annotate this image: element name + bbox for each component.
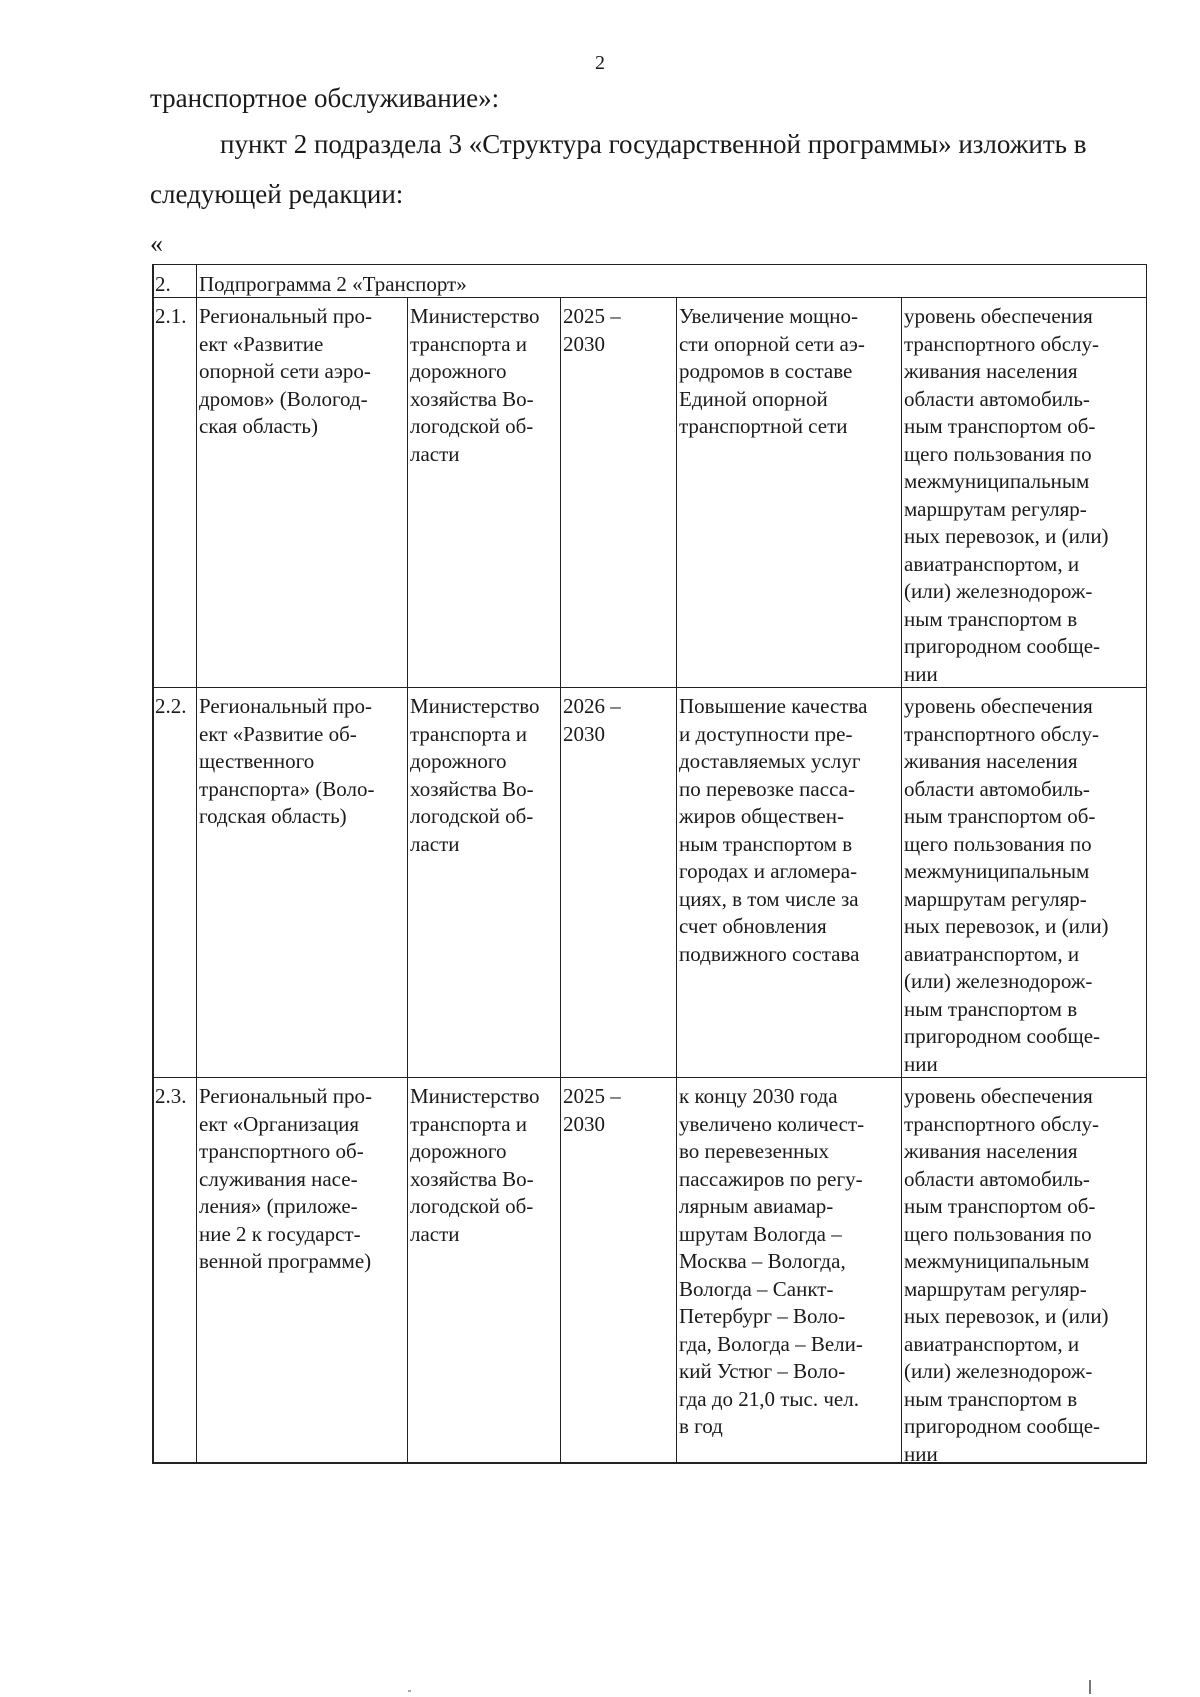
cell-text-line: (или) железнодорож- <box>904 1359 1093 1383</box>
cell-text-line: области автомобиль- <box>904 776 1090 801</box>
cell-text-line: пригородном сообще- <box>904 1414 1101 1438</box>
indicator-cell <box>901 1078 1146 1462</box>
cell-text-line: счет обновления <box>679 914 827 938</box>
cell-text-line: ным транспортом об- <box>904 1194 1096 1218</box>
cell-text-line: ласти <box>410 1221 460 1246</box>
project-name-cell <box>196 688 407 1077</box>
cell-text-line: живания населения <box>904 749 1078 773</box>
cell-text-line: ект «Организация <box>199 1111 360 1136</box>
cell-text-line: 2030 <box>563 1111 605 1136</box>
cell-text-line: ласти <box>410 441 460 466</box>
table-row <box>154 298 1146 688</box>
cell-text-line: 2025 – <box>563 1084 621 1108</box>
cell-text-line: нии <box>904 1441 938 1462</box>
indicator-cell <box>901 298 1146 687</box>
responsible-cell <box>407 688 560 1077</box>
cell-text-line: ным транспортом в <box>904 996 1078 1021</box>
result-cell <box>676 1078 901 1462</box>
cell-text-line: ных перевозок, и (или) <box>904 1304 1109 1328</box>
cell-text-line: городах и агломера- <box>679 859 858 883</box>
cell-text-line: маршрутам регуляр- <box>904 496 1087 521</box>
cell-text-line: живания населения <box>904 1139 1078 1163</box>
cell-text-line: межмуниципальным <box>904 859 1090 883</box>
cell-text-line: Единой опорной <box>679 386 828 411</box>
cell-text-line: щего пользования по <box>904 1221 1092 1246</box>
cell-text-line: 2026 – <box>563 694 621 718</box>
cell-text-line: транспорта и <box>410 331 528 356</box>
cell-text-line: уровень обеспечения <box>904 304 1093 328</box>
cell-text-line: Региональный про- <box>199 304 372 328</box>
cell-text-line: дорожного <box>410 359 507 383</box>
cell-text-line: гда до 21,0 тыс. чел. <box>679 1386 859 1411</box>
cell-text-line: области автомобиль- <box>904 1166 1090 1191</box>
cell-text-line: жиров обществен- <box>679 804 844 828</box>
result-cell <box>676 298 901 687</box>
subprogram-title: Подпрограмма 2 «Транспорт» <box>196 265 1146 297</box>
cell-text-line: ние 2 к государст- <box>199 1221 361 1246</box>
cell-text-line: 2030 <box>563 331 605 356</box>
subprogram-number: 2. <box>155 272 171 296</box>
years-cell <box>560 688 676 1077</box>
cell-text-line: транспортного обслу- <box>904 721 1100 746</box>
cell-text-line: Вологда – Санкт- <box>679 1276 834 1301</box>
cell-text-line: транспортного обслу- <box>904 1111 1100 1136</box>
cell-text-line: ным транспортом об- <box>904 414 1096 438</box>
cell-text-line: венной программе) <box>199 1249 372 1273</box>
cell-text-line: ным транспортом в <box>679 831 853 856</box>
table-row <box>154 1078 1146 1462</box>
cell-text-line: уровень обеспечения <box>904 694 1093 718</box>
cell-text-line: авиатранспортом, и <box>904 1331 1080 1356</box>
cell-text-line: во перевезенных <box>679 1139 829 1163</box>
cell-text-line: транспортной сети <box>679 414 848 438</box>
cell-text-line: родромов в составе <box>679 359 853 383</box>
cell-text-line: щего пользования по <box>904 441 1092 466</box>
cell-text-line: к концу 2030 года <box>679 1084 838 1108</box>
cell-text-line: Региональный про- <box>199 694 372 718</box>
cell-text-line: Петербург – Воло- <box>679 1304 846 1328</box>
cell-text-line: ных перевозок, и (или) <box>904 524 1109 548</box>
cell-text-line: ным транспортом об- <box>904 804 1096 828</box>
intro-line-3: следующей редакции: <box>150 179 404 209</box>
project-name-cell <box>196 1078 407 1462</box>
cell-text-line: дорожного <box>410 749 507 773</box>
cell-text-line: межмуниципальным <box>904 1249 1090 1273</box>
cell-text-line: транспорта» (Воло- <box>199 776 375 801</box>
cell-text-line: по перевозке пасса- <box>679 776 855 801</box>
cell-text-line: доставляемых услуг <box>679 749 861 773</box>
cell-text-line: пригородном сообще- <box>904 634 1101 658</box>
scan-artifact-mark <box>1089 1680 1091 1694</box>
cell-text-line: авиатранспортом, и <box>904 941 1080 966</box>
responsible-cell <box>407 298 560 687</box>
scan-artifact-mark <box>408 1690 411 1692</box>
cell-text-line: Региональный про- <box>199 1084 372 1108</box>
cell-text-line: транспорта и <box>410 1111 528 1136</box>
cell-text-line: сти опорной сети аэ- <box>679 331 865 356</box>
years-cell <box>560 1078 676 1462</box>
cell-text-line: хозяйства Во- <box>410 776 534 801</box>
cell-text-line: ных перевозок, и (или) <box>904 914 1109 938</box>
cell-text-line: (или) железнодорож- <box>904 969 1093 993</box>
page-number: 2 <box>595 52 605 74</box>
cell-text-line: области автомобиль- <box>904 386 1090 411</box>
opening-quote: « <box>150 229 163 258</box>
cell-text-line: шрутам Вологда – <box>679 1221 842 1246</box>
project-name-cell <box>196 298 407 687</box>
cell-text-line: живания населения <box>904 359 1078 383</box>
cell-text-line: хозяйства Во- <box>410 1166 534 1191</box>
cell-text-line: ления» (приложе- <box>199 1194 358 1218</box>
cell-text-line: Министерство <box>410 304 540 328</box>
cell-text-line: ным транспортом в <box>904 1386 1078 1411</box>
cell-text-line: и доступности пре- <box>679 721 853 746</box>
program-structure-table <box>152 264 1147 1464</box>
cell-text-line: пассажиров по регу- <box>679 1166 863 1191</box>
cell-text-line: щего пользования по <box>904 831 1092 856</box>
cell-text-line: в год <box>679 1414 723 1438</box>
cell-text-line: ская область) <box>199 414 318 438</box>
intro-line-2: пункт 2 подраздела 3 «Структура государственной программы» изложить в <box>220 129 1087 159</box>
cell-text-line: хозяйства Во- <box>410 386 534 411</box>
table-row <box>154 688 1146 1078</box>
years-cell <box>560 298 676 687</box>
cell-text-line: подвижного состава <box>679 941 860 966</box>
cell-text-line: 2025 – <box>563 304 621 328</box>
cell-text-line: логодской об- <box>410 1194 534 1218</box>
cell-text-line: ект «Развитие <box>199 331 324 356</box>
cell-text-line: логодской об- <box>410 414 534 438</box>
cell-text-line: пригородном сообще- <box>904 1024 1101 1048</box>
responsible-cell <box>407 1078 560 1462</box>
cell-text-line: Министерство <box>410 1084 540 1108</box>
cell-text-line: уровень обеспечения <box>904 1084 1093 1108</box>
cell-text-line: маршрутам регуляр- <box>904 1276 1087 1301</box>
cell-text-line: дромов» (Вологод- <box>199 386 368 411</box>
row-number: 2.1. <box>155 304 187 328</box>
cell-text-line: годская область) <box>199 804 347 828</box>
cell-text-line: ект «Развитие об- <box>199 721 357 746</box>
cell-text-line: ласти <box>410 831 460 856</box>
cell-text-line: Повышение качества <box>679 694 868 718</box>
row-number: 2.3. <box>155 1084 187 1108</box>
table-header-row <box>154 265 1146 298</box>
cell-text-line: лярным авиамар- <box>679 1194 834 1218</box>
cell-text-line: нии <box>904 661 938 686</box>
cell-text-line: (или) железнодорож- <box>904 579 1093 603</box>
cell-text-line: циях, в том числе за <box>679 886 859 911</box>
cell-text-line: нии <box>904 1051 938 1076</box>
cell-text-line: ным транспортом в <box>904 606 1078 631</box>
cell-text-line: маршрутам регуляр- <box>904 886 1087 911</box>
cell-text-line: служивания насе- <box>199 1166 358 1191</box>
cell-text-line: транспортного об- <box>199 1139 364 1163</box>
cell-text-line: щественного <box>199 749 315 773</box>
cell-text-line: авиатранспортом, и <box>904 551 1080 576</box>
cell-text-line: Министерство <box>410 694 540 718</box>
row-number: 2.2. <box>155 694 187 718</box>
cell-text-line: Москва – Вологда, <box>679 1249 846 1273</box>
intro-line-1: транспортное обслуживание»: <box>150 83 500 113</box>
cell-text-line: Увеличение мощно- <box>679 304 858 328</box>
cell-text-line: межмуниципальным <box>904 469 1090 493</box>
result-cell <box>676 688 901 1077</box>
cell-text-line: логодской об- <box>410 804 534 828</box>
cell-text-line: транспорта и <box>410 721 528 746</box>
indicator-cell <box>901 688 1146 1077</box>
cell-text-line: кий Устюг – Воло- <box>679 1359 846 1383</box>
cell-text-line: 2030 <box>563 721 605 746</box>
cell-text-line: опорной сети аэро- <box>199 359 371 383</box>
cell-text-line: увеличено количест- <box>679 1111 865 1136</box>
cell-text-line: гда, Вологда – Вели- <box>679 1331 863 1356</box>
cell-text-line: транспортного обслу- <box>904 331 1100 356</box>
cell-text-line: дорожного <box>410 1139 507 1163</box>
